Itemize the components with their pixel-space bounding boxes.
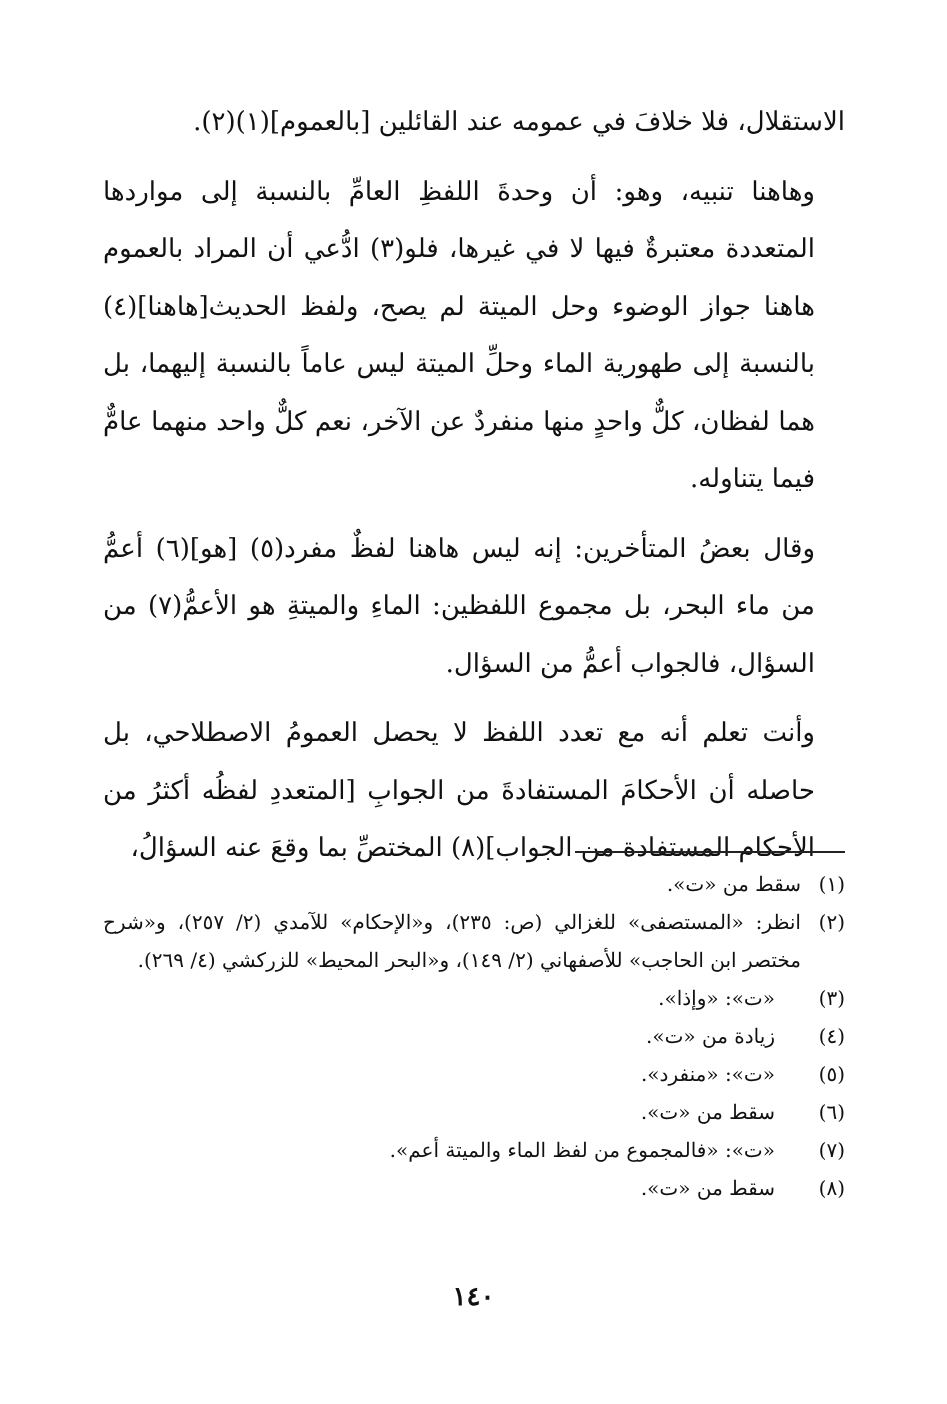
- footnote: [103, 1169, 845, 1207]
- footnote-number: (٢): [818, 910, 845, 934]
- page-number: ١٤٠: [452, 1282, 495, 1312]
- footnotes-list: [103, 865, 845, 1207]
- footnote: [103, 1093, 845, 1131]
- main-text: [103, 94, 845, 878]
- footnote-number: (٥): [818, 1062, 845, 1086]
- footnote: [103, 1131, 845, 1169]
- paragraph: وأنت تعلم أنه مع تعدد اللفظ لا يحصل العمومُ الاصطلاحي، بل حاصله أن الأحكامَ المستفادةَ من الجوابِ [المتعددِ لفظُه أكثرُ من الأحكام المستفادة من الجواب](٨) المختصِّ بما وقعَ عنه السؤالُ،: [103, 718, 815, 863]
- footnote-text: سقط من «ت».: [640, 1100, 775, 1124]
- footnote-number: (٦): [818, 1100, 845, 1124]
- footnote-number: (٧): [818, 1138, 845, 1162]
- footnote-text: سقط من «ت».: [640, 1176, 775, 1200]
- footnote: [103, 1017, 845, 1055]
- footnote-text: «ت»: «فالمجموع من لفظ الماء والميتة أعم».: [389, 1138, 775, 1162]
- footnote: [103, 1055, 845, 1093]
- paragraph: وهاهنا تنبيه، وهو: أن وحدةَ اللفظِ العامِّ بالنسبة إلى مواردها المتعددة معتبرةٌ فيها لا في غيرها، فلو(٣) ادُّعي أن المراد بالعموم هاهنا جواز الوضوء وحل الميتة لم يصح، ولفظ الحديث[هاهنا](٤) بالنسبة إلى طهورية الماء وحلِّ الميتة ليس عاماً بالنسبة إليهما، بل هما لفظان، كلٌّ واحدٍ منها منفردٌ عن الآخر، نعم كلٌّ واحد منهما عامٌّ فيما يتناوله.: [103, 176, 815, 494]
- footnote-number: (٣): [818, 986, 845, 1010]
- footnote: [103, 865, 845, 903]
- footnote-text: «ت»: «وإذا».: [658, 986, 775, 1010]
- footnote-text: سقط من «ت».: [666, 872, 801, 896]
- footnote-number: (٨): [818, 1176, 845, 1200]
- footnote-divider: [575, 851, 845, 853]
- paragraph: الاستقلال، فلا خلافَ في عمومه عند القائلين [بالعموم](١)(٢).: [193, 107, 845, 137]
- footnote-number: (٤): [818, 1024, 845, 1048]
- footnote-text: زيادة من «ت».: [645, 1024, 775, 1048]
- footnote: [103, 903, 845, 979]
- footnote-text: انظر: «المستصفى» للغزالي (ص: ٢٣٥)، و«الإحكام» للآمدي (٢/ ٢٥٧)، و«شرح مختصر ابن الحاجب» للأصفهاني (٢/ ١٤٩)، و«البحر المحيط» للزركشي (٤/ ٢٦٩).: [103, 910, 801, 972]
- footnote-number: (١): [818, 872, 845, 896]
- footnote-text: «ت»: «منفرد».: [640, 1062, 775, 1086]
- paragraph: وقال بعضُ المتأخرين: إنه ليس هاهنا لفظٌ مفرد(٥) [هو](٦) أعمُّ من ماء البحر، بل مجموع اللفظين: الماءِ والميتةِ هو الأعمُّ(٧) من السؤال، فالجواب أعمُّ من السؤال.: [103, 533, 816, 679]
- footnote: [103, 979, 845, 1017]
